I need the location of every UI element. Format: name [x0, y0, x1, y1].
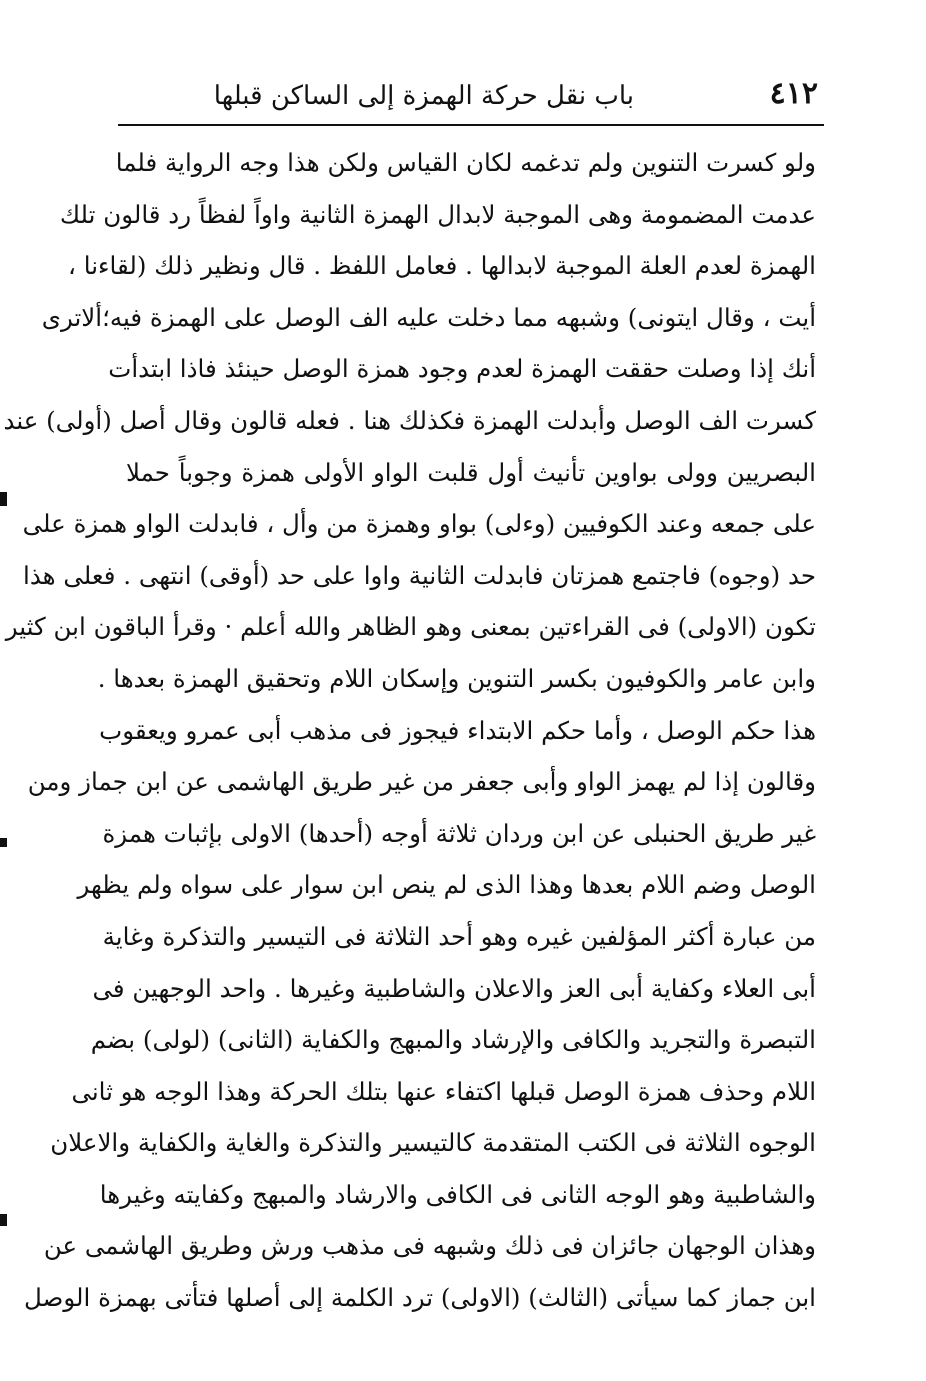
- text-line: البصريين وولى بواوين تأنيث أول قلبت الواو الأولى همزة وجوباً حملا: [126, 457, 816, 487]
- text-line: أنك إذا وصلت حققت الهمزة لعدم وجود همزة الوصل حينئذ فاذا ابتدأت: [108, 354, 816, 384]
- scan-margin-mark: [0, 1214, 7, 1226]
- text-line: أبى العلاء وكفاية أبى العز والاعلان والشاطبية وغيرها . واحد الوجهين فى: [92, 973, 816, 1003]
- text-line: الهمزة لعدم العلة الموجبة لابدالها . فعامل اللفظ . قال ونظير ذلك (لقاءنا ،: [68, 251, 816, 281]
- text-line: ابن جماز كما سيأتى (الثالث) (الاولى) ترد الكلمة إلى أصلها فتأتى بهمزة الوصل: [24, 1283, 816, 1313]
- text-line: هذا حكم الوصل ، وأما حكم الابتداء فيجوز فى مذهب أبى عمرو ويعقوب: [99, 715, 816, 745]
- text-line: وقالون إذا لم يهمز الواو وأبى جعفر من غير طريق الهاشمى عن ابن جماز ومن: [27, 767, 816, 797]
- text-line: من عبارة أكثر المؤلفين غيره وهو أحد الثلاثة فى التيسير والتذكرة وغاية: [102, 921, 816, 951]
- text-line: الوصل وضم اللام بعدها وهذا الذى لم ينص ابن سوار على سواه ولم يظهر: [77, 870, 816, 900]
- text-line: اللام وحذف همزة الوصل قبلها اكتفاء عنها بتلك الحركة وهذا الوجه هو ثانى: [71, 1076, 816, 1106]
- page-number: ٤١٢: [769, 76, 818, 111]
- text-line: والشاطبية وهو الوجه الثانى فى الكافى والارشاد والمبهج وكفايته وغيرها: [99, 1179, 816, 1209]
- text-line: وابن عامر والكوفيون بكسر التنوين وإسكان اللام وتحقيق الهمزة بعدها .: [97, 663, 816, 693]
- scan-margin-mark: [0, 492, 7, 506]
- text-line: أيت ، وقال ايتونى) وشبهه مما دخلت عليه الف الوصل على الهمزة فيه؛ألاترى: [41, 302, 816, 332]
- page-header: [118, 58, 824, 124]
- text-line: عدمت المضمومة وهى الموجبة لابدال الهمزة الثانية واواً لفظاً رد قالون تلك: [59, 199, 816, 229]
- scan-margin-mark: [0, 838, 7, 847]
- text-line: ولو كسرت التنوين ولم تدغمه لكان القياس ولكن هذا وجه الرواية فلما: [115, 148, 816, 177]
- text-line: على جمعه وعند الكوفيين (وءلى) بواو وهمزة من وأل ، فابدلت الواو همزة على: [22, 509, 816, 539]
- header-rule: [118, 124, 824, 126]
- body-text: [3, 137, 816, 1324]
- text-line: تكون (الاولى) فى القراءتين بمعنى وهو الظاهر والله أعلم · وقرأ الباقون ابن كثير: [5, 612, 816, 642]
- running-title: باب نقل حركة الهمزة إلى الساكن قبلها: [213, 81, 634, 111]
- text-line: حد (وجوه) فاجتمع همزتان فابدلت الثانية واوا على حد (أوقى) انتهى . فعلى هذا: [23, 560, 816, 590]
- text-line: الوجوه الثلاثة فى الكتب المتقدمة كالتيسير والتذكرة والغاية والكفاية والاعلان: [50, 1128, 816, 1158]
- text-line: التبصرة والتجريد والكافى والإرشاد والمبهج والكفاية (الثانى) (لولى) بضم: [90, 1025, 816, 1055]
- text-line: غير طريق الحنبلى عن ابن وردان ثلاثة أوجه (أحدها) الاولى بإثبات همزة: [102, 818, 816, 848]
- text-line: كسرت الف الوصل وأبدلت الهمزة فكذلك هنا . فعله قالون وقال أصل (أولى) عند: [3, 405, 816, 435]
- text-line: وهذان الوجهان جائزان فى ذلك وشبهه فى مذهب ورش وطريق الهاشمى عن: [43, 1231, 816, 1261]
